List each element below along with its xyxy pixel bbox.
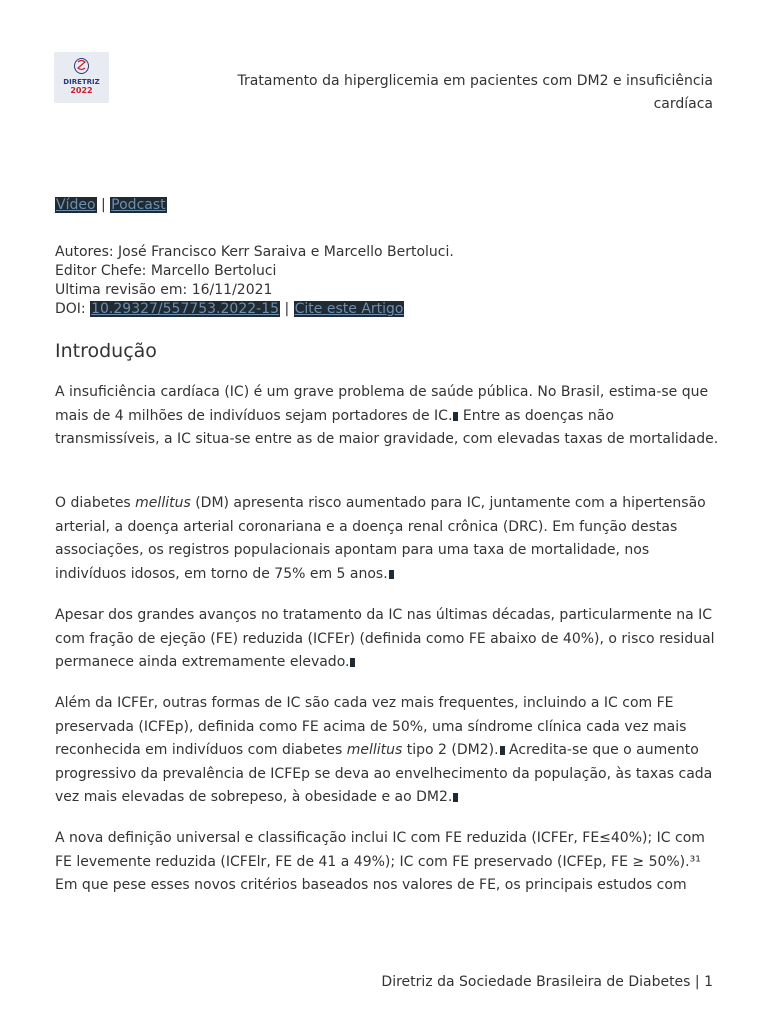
document-title: Tratamento da hiperglicemia em pacientes com DM2 e insuficiência cardíaca (237, 73, 713, 112)
editor-line: Editor Chefe: Marcello Bertoluci (55, 263, 277, 279)
diretriz-2022-logo (54, 52, 109, 103)
paragraph-text: Entre as doenças não transmissíveis, a IC situa-se entre as de maior gravidade, com elevadas taxas de mortalidade. (55, 407, 719, 448)
doi-link[interactable]: 10.29327/557753.2022-15 (91, 301, 280, 317)
podcast-link[interactable]: Podcast (111, 197, 166, 213)
video-link[interactable]: Vídeo (56, 197, 96, 213)
paragraph-text: (DM) apresenta risco aumentado para IC, juntamente com a hipertensão arterial, a doença arterial coronariana e a doença renal crônica (DRC). Em função destas associações, os registros populacionais apontam para uma taxa de mortalidade, nos indivíduos idosos, em torno de 75% em 5 anos. (55, 495, 706, 582)
reference-marker[interactable] (453, 793, 458, 802)
section-heading: Introdução (55, 340, 157, 362)
paragraph-text: A nova definição universal e classificação inclui IC com FE reduzida (ICFEr, FE≤40%); IC com FE levemente reduzida (ICFElr, FE de 41 a 49%); IC com FE preservado (ICFEp, FE ≥ 50%).³¹ Em que pese esses novos critérios baseados nos valores de FE, os principais estudos com (55, 830, 705, 894)
reference-marker[interactable] (389, 570, 394, 579)
italic-term: mellitus (135, 495, 191, 511)
paragraph-5 (55, 827, 720, 898)
paragraph-4 (55, 692, 720, 810)
reference-marker[interactable] (350, 658, 355, 667)
revision-line: Ultima revisão em: 16/11/2021 (55, 282, 273, 298)
paragraph-text: Acredita-se que o aumento progressivo da prevalência de ICFEp se deva ao envelhecimento da população, às taxas cada vez mais elevadas de sobrepeso, à obesidade e ao DM2. (55, 742, 713, 806)
cite-article-link[interactable]: Cite este Artigo (294, 301, 404, 317)
link-separator: | (96, 197, 111, 213)
doi-label: DOI: (55, 301, 91, 317)
paragraph-text: A insuficiência cardíaca (IC) é um grave problema de saúde pública. No Brasil, estima-se que mais de 4 milhões de indivíduos sejam portadores de IC. (55, 384, 709, 424)
logo-text-diretriz: DIRETRIZ (63, 78, 100, 86)
article-metadata (55, 243, 454, 319)
paragraph-text: Além da ICFEr, outras formas de IC são cada vez mais frequentes, incluindo a IC com FE preservada (ICFEp), definida como FE acima de 50%, uma síndrome clínica cada vez mais reconhecida em indivíduos com diabetes (55, 695, 687, 759)
doi-separator: | (280, 301, 294, 317)
paragraph-text: O diabetes (55, 495, 136, 511)
sbd-emblem-icon (54, 56, 109, 76)
logo-text-year: 2022 (70, 86, 93, 95)
page-footer: Diretriz da Sociedade Brasileira de Diabetes | 1 (381, 974, 713, 990)
paragraph-text: tipo 2 (DM2). (402, 742, 499, 759)
doi-line (55, 300, 454, 319)
italic-term: mellitus (346, 742, 403, 759)
paragraph-text: Apesar dos grandes avanços no tratamento da IC nas últimas décadas, particularmente na IC com fração de ejeção (FE) reduzida (ICFEr) (definida como FE abaixo de 40%), o risco residual permanece ainda extremamente elevado. (55, 607, 715, 671)
paragraph-2 (55, 492, 720, 586)
media-links (55, 196, 167, 215)
authors-line: Autores: José Francisco Kerr Saraiva e Marcello Bertoluci. (55, 244, 454, 260)
paragraph-1 (55, 381, 720, 452)
paragraph-3 (55, 604, 720, 675)
